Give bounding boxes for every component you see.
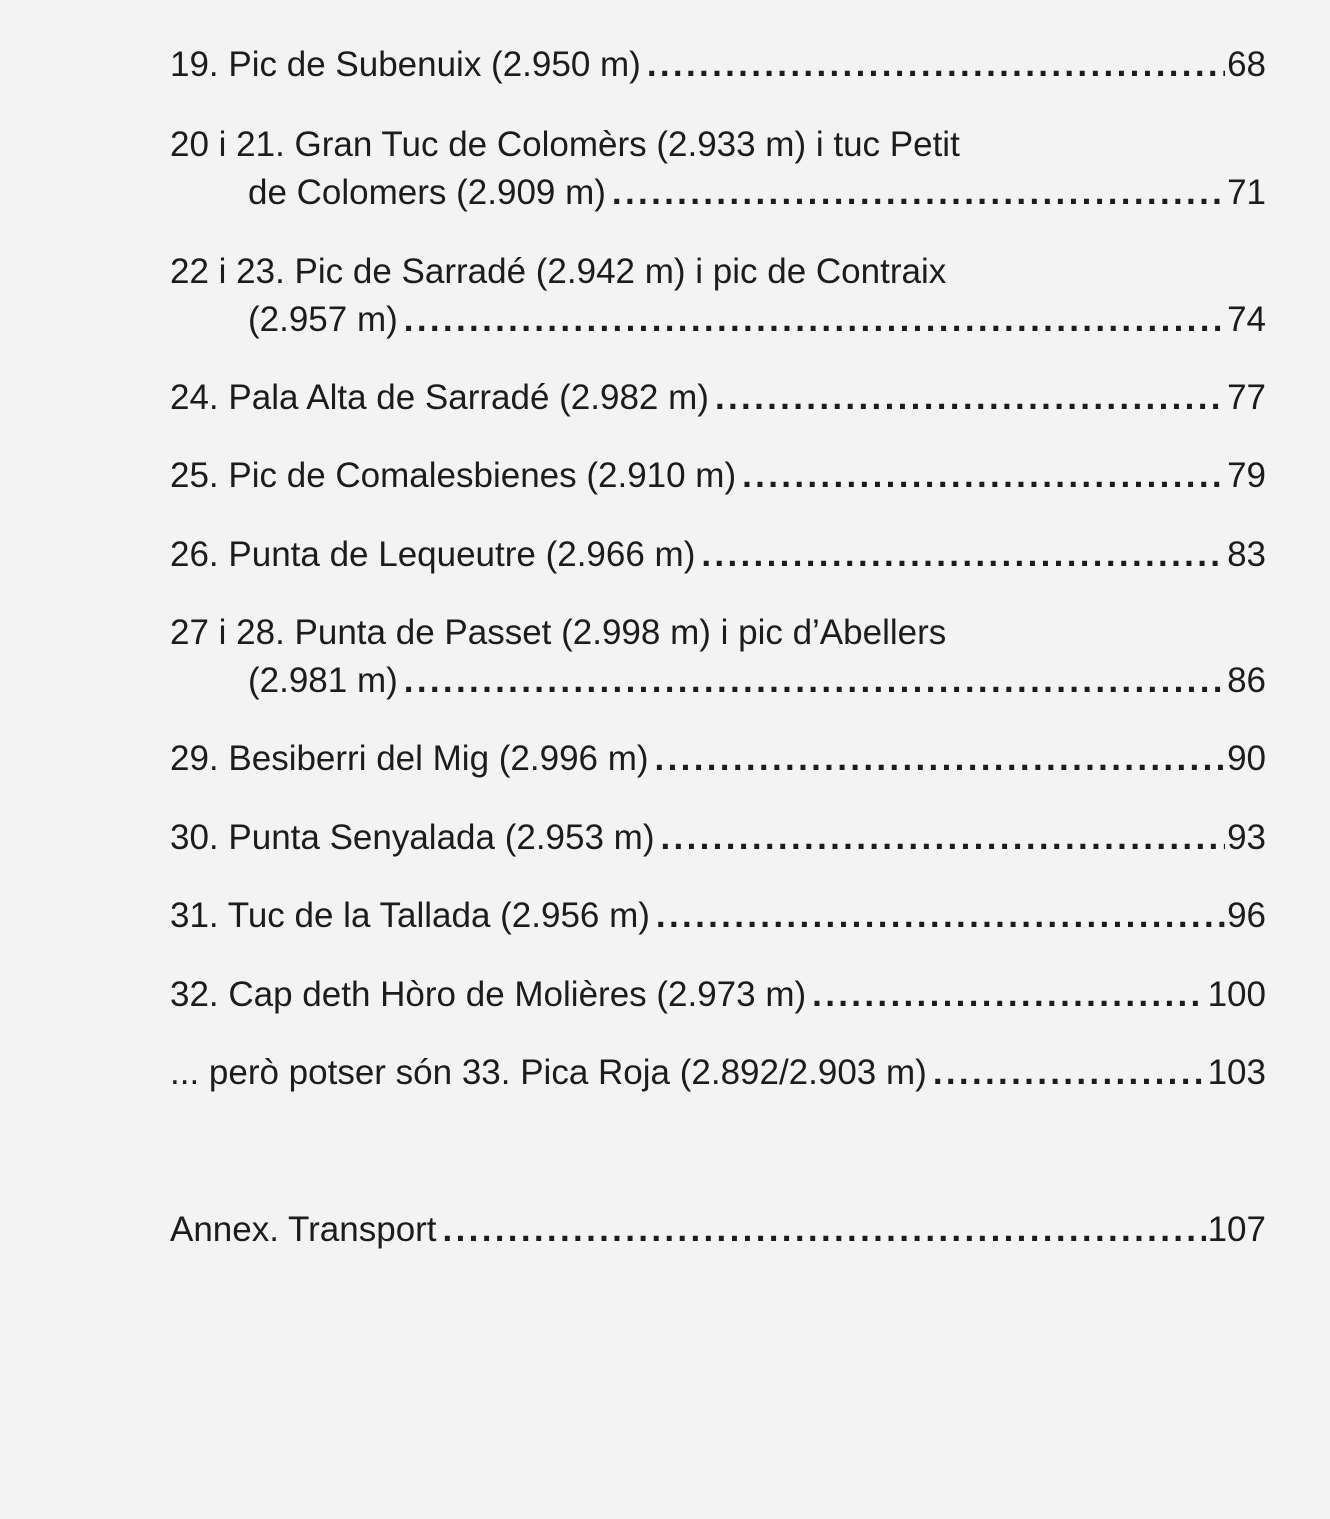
dot-leader [404, 296, 1225, 344]
toc-entry-page: 71 [1227, 173, 1266, 212]
toc-entry-page: 90 [1227, 739, 1266, 778]
toc-entry-page: 79 [1227, 456, 1266, 495]
toc-entry-page: 96 [1227, 896, 1266, 935]
toc-entry-page: 83 [1227, 535, 1266, 574]
toc-entry [170, 735, 1266, 783]
toc-entry-title: 26. Punta de Lequeutre (2.966 m) [170, 535, 696, 574]
toc-entry-page: 103 [1207, 1053, 1266, 1092]
toc-entry [170, 41, 1266, 89]
dot-leader [612, 169, 1225, 217]
toc-entry-page: 86 [1227, 661, 1266, 700]
toc-entry [170, 1206, 1266, 1254]
toc-entry-title: 27 i 28. Punta de Passet (2.998 m) i pic d’Abellers [170, 613, 947, 652]
dot-leader [715, 374, 1225, 422]
toc-entry [170, 248, 1266, 296]
dot-leader [701, 531, 1225, 579]
toc-entry-title: 20 i 21. Gran Tuc de Colomèrs (2.933 m) i tuc Petit [170, 125, 960, 164]
dot-leader [655, 735, 1226, 783]
toc-entry-title-continuation: (2.957 m) [248, 300, 398, 339]
toc-entry-title: 30. Punta Senyalada (2.953 m) [170, 818, 655, 857]
toc-entry [170, 531, 1266, 579]
toc-entry-continuation [248, 296, 1266, 344]
toc-entry [170, 452, 1266, 500]
toc-entry-page: 100 [1207, 975, 1266, 1014]
toc-entry-title: 29. Besiberri del Mig (2.996 m) [170, 739, 649, 778]
toc-entry-page: 77 [1227, 378, 1266, 417]
dot-leader [742, 452, 1225, 500]
toc-entry-page: 74 [1227, 300, 1266, 339]
toc-entry-title: 24. Pala Alta de Sarradé (2.982 m) [170, 378, 709, 417]
dot-leader [933, 1049, 1206, 1097]
toc-entry-title-continuation: (2.981 m) [248, 661, 398, 700]
dot-leader [647, 41, 1225, 89]
toc-entry-title: 22 i 23. Pic de Sarradé (2.942 m) i pic de Contraix [170, 252, 947, 291]
toc-entry-continuation [248, 657, 1266, 705]
toc-entry-title: 19. Pic de Subenuix (2.950 m) [170, 45, 641, 84]
dot-leader [656, 892, 1225, 940]
toc-entry-title: ... però potser són 33. Pica Roja (2.892/2.903 m) [170, 1053, 927, 1092]
dot-leader [660, 814, 1225, 862]
toc-entry-title: 25. Pic de Comalesbienes (2.910 m) [170, 456, 737, 495]
toc-entry [170, 971, 1266, 1019]
toc-entry-title-continuation: de Colomers (2.909 m) [248, 173, 606, 212]
toc-entry [170, 1049, 1266, 1097]
toc-entry-title: 31. Tuc de la Tallada (2.956 m) [170, 896, 650, 935]
toc-entry-continuation [248, 169, 1266, 217]
toc-entry [170, 374, 1266, 422]
toc-entry-title: 32. Cap deth Hòro de Molières (2.973 m) [170, 975, 807, 1014]
toc-entry [170, 121, 1266, 169]
toc-entry-title: Annex. Transport [170, 1210, 437, 1249]
toc-entry [170, 892, 1266, 940]
dot-leader [404, 657, 1225, 705]
toc-entry-page: 93 [1227, 818, 1266, 857]
toc-entry [170, 609, 1266, 657]
toc-entry [170, 814, 1266, 862]
toc-entry-page: 107 [1207, 1210, 1266, 1249]
dot-leader [812, 971, 1205, 1019]
dot-leader [443, 1206, 1206, 1254]
toc-entry-page: 68 [1227, 45, 1266, 84]
